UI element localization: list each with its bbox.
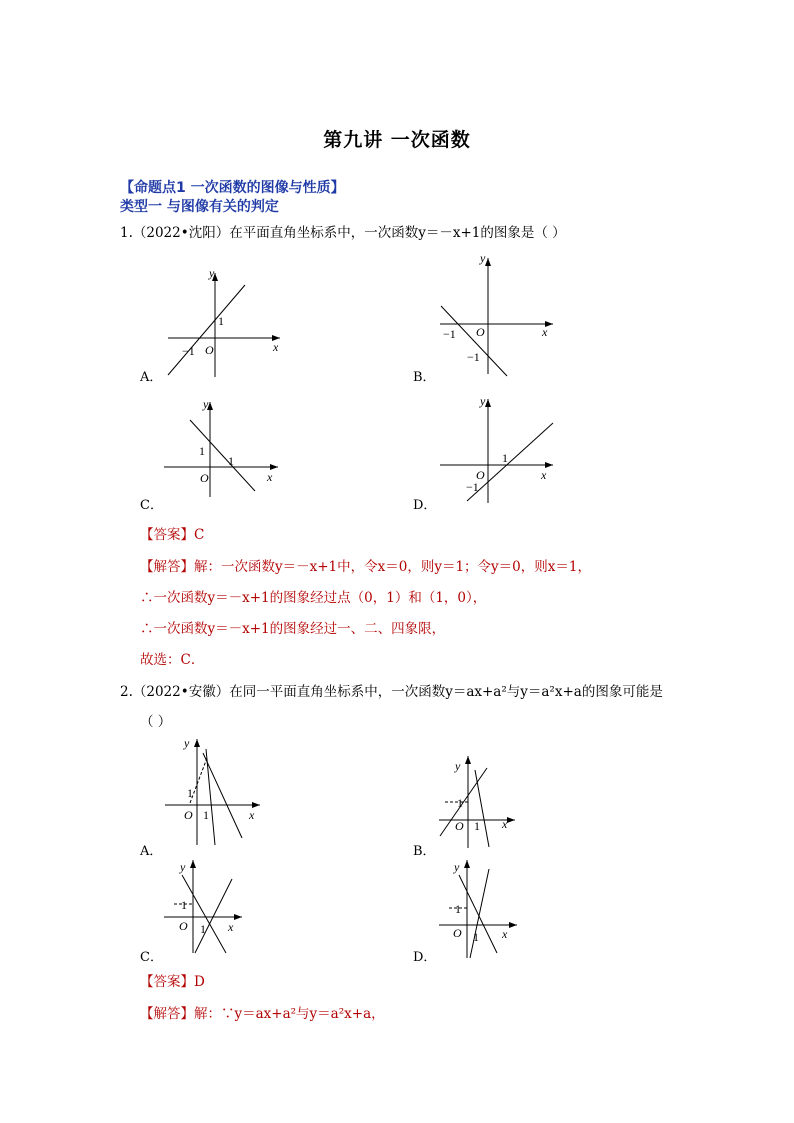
q2-graph-b xyxy=(435,750,520,850)
origin-label: O xyxy=(455,819,464,833)
axis-y-label: y xyxy=(180,860,186,874)
q1-option-d-label: D． xyxy=(413,498,437,513)
q1-option-b-label: B． xyxy=(413,370,436,385)
origin-label: O xyxy=(453,926,462,940)
axis-x-label: x xyxy=(249,808,255,822)
tick-1-label: 1 xyxy=(218,314,224,328)
q2-solution-line-1: 【解答】解：∵y＝ax+a²与y＝a²x+a， xyxy=(140,1006,385,1022)
origin-label: O xyxy=(205,343,214,357)
axis-x-label: x xyxy=(228,920,234,934)
page-title: 第九讲 一次函数 xyxy=(323,129,471,151)
subsection-heading: 类型一 与图像有关的判定 xyxy=(120,199,279,215)
q1-graph-a xyxy=(160,265,285,380)
tick-1-label: 1 xyxy=(187,786,193,800)
q2-option-c-label: C． xyxy=(140,950,163,965)
section-heading: 【命题点1 一次函数的图像与性质】 xyxy=(120,180,345,196)
q1-option-c-label: C． xyxy=(140,498,163,513)
question-1-stem: 1.（2022•沈阳）在平面直角坐标系中，一次函数y＝－x+1的图象是（ ） xyxy=(120,225,566,241)
axis-x-label: x xyxy=(541,468,547,482)
axis-y-label: y xyxy=(454,860,460,874)
q1-graph-d xyxy=(435,393,560,505)
tick-1-label: 1 xyxy=(203,808,209,822)
tick-1-label: 1 xyxy=(181,898,187,912)
tick-1-label: 1 xyxy=(228,454,234,468)
axis-x-label: x xyxy=(273,340,279,354)
tick-neg1-label: −1 xyxy=(466,480,479,494)
axis-x-label: x xyxy=(502,817,508,831)
tick-1-label: 1 xyxy=(474,819,480,833)
axis-y-label: y xyxy=(203,397,209,411)
q2-graph-c xyxy=(160,855,245,955)
q2-answer: 【答案】D xyxy=(140,974,205,990)
tick-neg1-label: −1 xyxy=(467,350,480,364)
origin-label: O xyxy=(179,919,188,933)
q1-option-a-label: A． xyxy=(140,370,163,385)
question-2-paren: （ ） xyxy=(140,714,172,730)
q1-graph-b xyxy=(435,250,560,378)
tick-1-label: 1 xyxy=(455,902,461,916)
q2-graph-d xyxy=(435,855,520,960)
q1-solution-line-4: 故选：C． xyxy=(140,652,205,668)
axis-y-label: y xyxy=(480,394,486,408)
q1-solution-line-1: 【解答】解：一次函数y＝－x+1中，令x＝0，则y＝1；令y＝0，则x＝1， xyxy=(140,559,591,575)
question-2-stem: 2.（2022•安徽）在同一平面直角坐标系中，一次函数y＝ax+a²与y＝a²x+a的图象可能是 xyxy=(120,684,663,700)
tick-neg1-label: −1 xyxy=(182,344,195,358)
axis-y-label: y xyxy=(480,251,486,265)
tick-1-label: 1 xyxy=(199,444,205,458)
q2-option-a-label: A． xyxy=(140,844,163,859)
tick-1-label: 1 xyxy=(473,930,479,944)
q1-solution-line-2: ∴一次函数y＝－x+1的图象经过点（0，1）和（1，0）， xyxy=(140,590,487,606)
tick-neg1-label: −1 xyxy=(443,327,456,341)
tick-1-label: 1 xyxy=(502,451,508,465)
axis-y-label: y xyxy=(455,759,461,773)
origin-label: O xyxy=(476,325,485,339)
q2-option-b-label: B． xyxy=(413,844,436,859)
axis-x-label: x xyxy=(502,927,508,941)
q2-option-d-label: D． xyxy=(413,950,437,965)
q1-solution-line-3: ∴一次函数y＝－x+1的图象经过一、二、四象限， xyxy=(140,621,446,637)
axis-y-label: y xyxy=(209,266,215,280)
tick-1-label: 1 xyxy=(457,796,463,810)
axis-y-label: y xyxy=(184,736,190,750)
tick-1-label: 1 xyxy=(200,922,206,936)
q1-graph-c xyxy=(160,395,285,500)
axis-x-label: x xyxy=(542,325,548,339)
origin-label: O xyxy=(184,808,193,822)
q2-graph-a xyxy=(160,733,265,848)
origin-label: O xyxy=(200,471,209,485)
q1-answer: 【答案】C xyxy=(140,527,205,543)
origin-label: O xyxy=(476,468,485,482)
axis-x-label: x xyxy=(267,470,273,484)
